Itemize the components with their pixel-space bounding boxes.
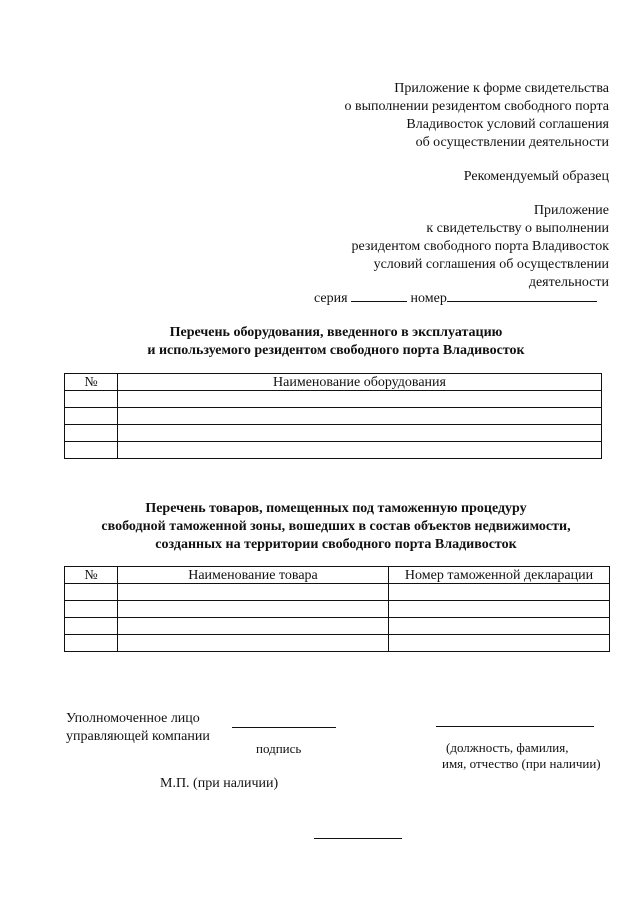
table-row bbox=[65, 601, 610, 618]
number-blank[interactable] bbox=[447, 289, 597, 302]
title-line: созданных на территории свободного порта Владивосток bbox=[155, 537, 517, 552]
table-cell[interactable] bbox=[118, 618, 389, 635]
table-cell[interactable] bbox=[65, 635, 118, 652]
series-label: серия bbox=[314, 291, 348, 306]
appendix2-line: Приложение bbox=[533, 203, 609, 218]
position-blank-line[interactable] bbox=[436, 726, 594, 727]
col-customs-declaration-header: Номер таможенной декларации bbox=[389, 567, 610, 584]
col-number-header: № bbox=[65, 567, 118, 584]
table-row bbox=[65, 584, 610, 601]
authorized-person-label bbox=[66, 710, 210, 746]
table-row bbox=[65, 425, 602, 442]
table-cell[interactable] bbox=[65, 601, 118, 618]
bottom-separator bbox=[314, 838, 402, 839]
table-row bbox=[65, 618, 610, 635]
authorized-line: управляющей компании bbox=[66, 729, 210, 744]
certificate-appendix-header bbox=[352, 202, 610, 292]
table-cell[interactable] bbox=[118, 584, 389, 601]
appendix2-line: к свидетельству о выполнении bbox=[426, 221, 609, 236]
equipment-table bbox=[64, 373, 602, 459]
signature-caption: подпись bbox=[256, 741, 302, 756]
table-row bbox=[65, 391, 602, 408]
appendix-line: Приложение к форме свидетельства bbox=[394, 81, 609, 96]
table-header-row bbox=[65, 374, 602, 391]
appendix-header bbox=[344, 80, 609, 152]
title-line: Перечень оборудования, введенного в эксплуатацию bbox=[169, 325, 503, 340]
col-number-header: № bbox=[65, 374, 118, 391]
table-cell[interactable] bbox=[118, 425, 602, 442]
table-cell[interactable] bbox=[65, 618, 118, 635]
title-line: свободной таможенной зоны, вошедших в состав объектов недвижимости, bbox=[101, 519, 571, 534]
table-cell[interactable] bbox=[65, 584, 118, 601]
table-cell[interactable] bbox=[389, 618, 610, 635]
appendix2-line: деятельности bbox=[528, 275, 609, 290]
table-cell[interactable] bbox=[118, 391, 602, 408]
table-cell[interactable] bbox=[389, 584, 610, 601]
table-cell[interactable] bbox=[118, 442, 602, 459]
table-cell[interactable] bbox=[65, 408, 118, 425]
appendix2-line: условий соглашения об осуществлении bbox=[373, 257, 609, 272]
appendix-line: Владивосток условий соглашения bbox=[406, 117, 609, 132]
title-line: и используемого резидентом свободного порта Владивосток bbox=[147, 343, 525, 358]
stamp-label: М.П. (при наличии) bbox=[160, 776, 279, 791]
table-row bbox=[65, 408, 602, 425]
position-caption-line: (должность, фамилия, bbox=[446, 740, 569, 755]
table-cell[interactable] bbox=[389, 635, 610, 652]
appendix-line: о выполнении резидентом свободного порта bbox=[344, 99, 609, 114]
table-cell[interactable] bbox=[389, 601, 610, 618]
appendix-line: об осуществлении деятельности bbox=[415, 135, 609, 150]
title-line: Перечень товаров, помещенных под таможенную процедуру bbox=[145, 501, 527, 516]
table-header-row bbox=[65, 567, 610, 584]
table-cell[interactable] bbox=[118, 601, 389, 618]
table-cell[interactable] bbox=[65, 391, 118, 408]
recommended-sample-label: Рекомендуемый образец bbox=[463, 169, 609, 184]
number-label: номер bbox=[410, 291, 447, 306]
goods-table bbox=[64, 566, 610, 652]
appendix2-line: резидентом свободного порта Владивосток bbox=[351, 239, 609, 254]
table-cell[interactable] bbox=[65, 425, 118, 442]
signature-blank-line[interactable] bbox=[232, 727, 336, 728]
col-goods-name-header: Наименование товара bbox=[118, 567, 389, 584]
table-row bbox=[65, 442, 602, 459]
goods-list-title bbox=[60, 500, 612, 554]
table-row bbox=[65, 635, 610, 652]
series-number-line bbox=[314, 289, 597, 307]
series-blank[interactable] bbox=[351, 289, 407, 302]
authorized-line: Уполномоченное лицо bbox=[66, 711, 200, 726]
table-cell[interactable] bbox=[65, 442, 118, 459]
position-caption-line: имя, отчество (при наличии) bbox=[442, 756, 601, 771]
equipment-list-title bbox=[60, 324, 612, 360]
table-cell[interactable] bbox=[118, 635, 389, 652]
col-equipment-name-header: Наименование оборудования bbox=[118, 374, 602, 391]
table-cell[interactable] bbox=[118, 408, 602, 425]
